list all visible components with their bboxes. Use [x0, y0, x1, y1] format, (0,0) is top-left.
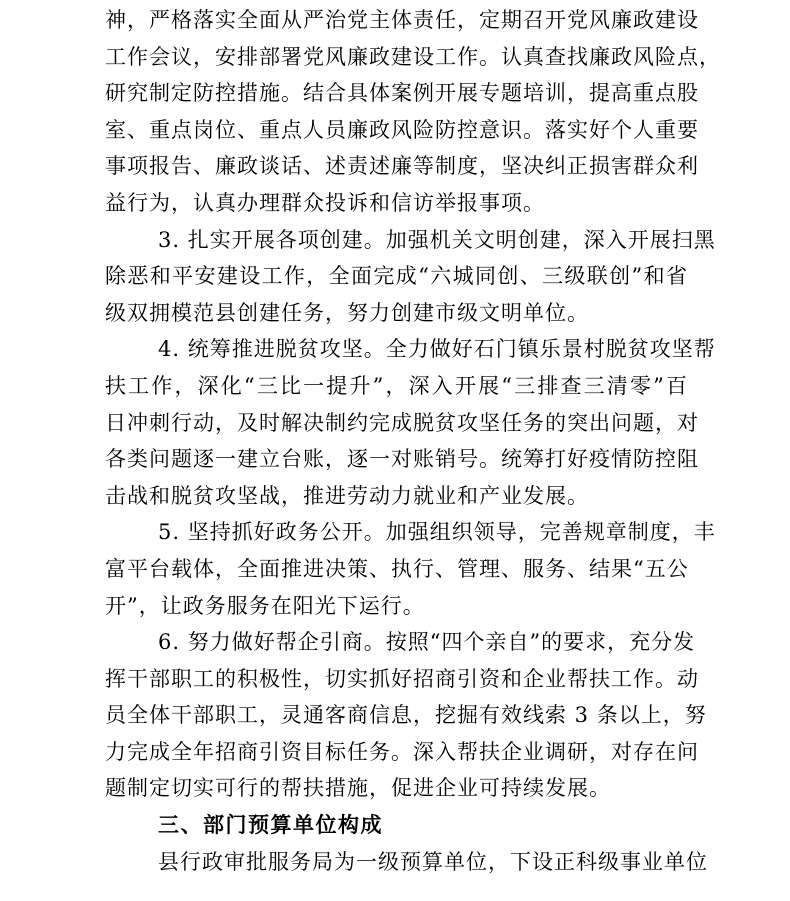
text-line: 室、重点岗位、重点人员廉政风险防控意识。落实好个人重要	[105, 117, 699, 142]
section-heading: 三、部门预算单位构成	[158, 813, 383, 838]
text-line: 级双拥模范县创建任务，努力创建市级文明单位。	[105, 300, 589, 325]
text-line: 击战和脱贫攻坚战，推进劳动力就业和产业发展。	[105, 483, 589, 508]
text-line: 益行为，认真办理群众投诉和信访举报事项。	[105, 190, 545, 215]
text-line: 神，严格落实全面从严治党主体责任，定期召开党风廉政建设	[105, 8, 699, 32]
text-line: 富平台载体，全面推进决策、执行、管理、服务、结果“五公	[105, 556, 689, 581]
text-line: 除恶和平安建设工作，全面完成“六城同创、三级联创”和省	[105, 264, 688, 289]
text-line: 员全体干部职工，灵通客商信息，挖掘有效线索 3 条以上，努	[105, 703, 707, 728]
text-line: 县行政审批服务局为一级预算单位，下设正科级事业单位	[158, 849, 708, 874]
text-line: 5. 坚持抓好政务公开。加强组织领导，完善规章制度，丰	[158, 520, 716, 545]
text-line: 扶工作，深化“三比一提升”，深入开展“三排查三清零”百	[105, 373, 688, 398]
text-line: 日冲刺行动，及时解决制约完成脱贫攻坚任务的突出问题，对	[105, 410, 699, 435]
text-line: 开”，让政务服务在阳光下运行。	[105, 593, 425, 618]
text-line: 工作会议，安排部署党风廉政建设工作。认真查找廉政风险点，	[105, 44, 721, 69]
text-line: 3. 扎实开展各项创建。加强机关文明创建，深入开展扫黑	[158, 227, 716, 252]
text-line: 题制定切实可行的帮扶措施，促进企业可持续发展。	[105, 776, 611, 801]
text-line: 挥干部职工的积极性，切实抓好招商引资和企业帮扶工作。动	[105, 666, 699, 691]
text-line: 研究制定防控措施。结合具体案例开展专题培训，提高重点股	[105, 81, 699, 106]
text-line: 6. 努力做好帮企引商。按照“四个亲自”的要求，充分发	[158, 630, 696, 655]
document-body	[105, 2, 721, 880]
text-line: 力完成全年招商引资目标任务。深入帮扶企业调研，对存在问	[105, 739, 699, 764]
text-line: 各类问题逐一建立台账，逐一对账销号。统筹打好疫情防控阻	[105, 447, 699, 472]
text-line: 4. 统筹推进脱贫攻坚。全力做好石门镇乐景村脱贫攻坚帮	[158, 337, 716, 362]
text-line: 事项报告、廉政谈话、述责述廉等制度，坚决纠正损害群众利	[105, 154, 699, 179]
